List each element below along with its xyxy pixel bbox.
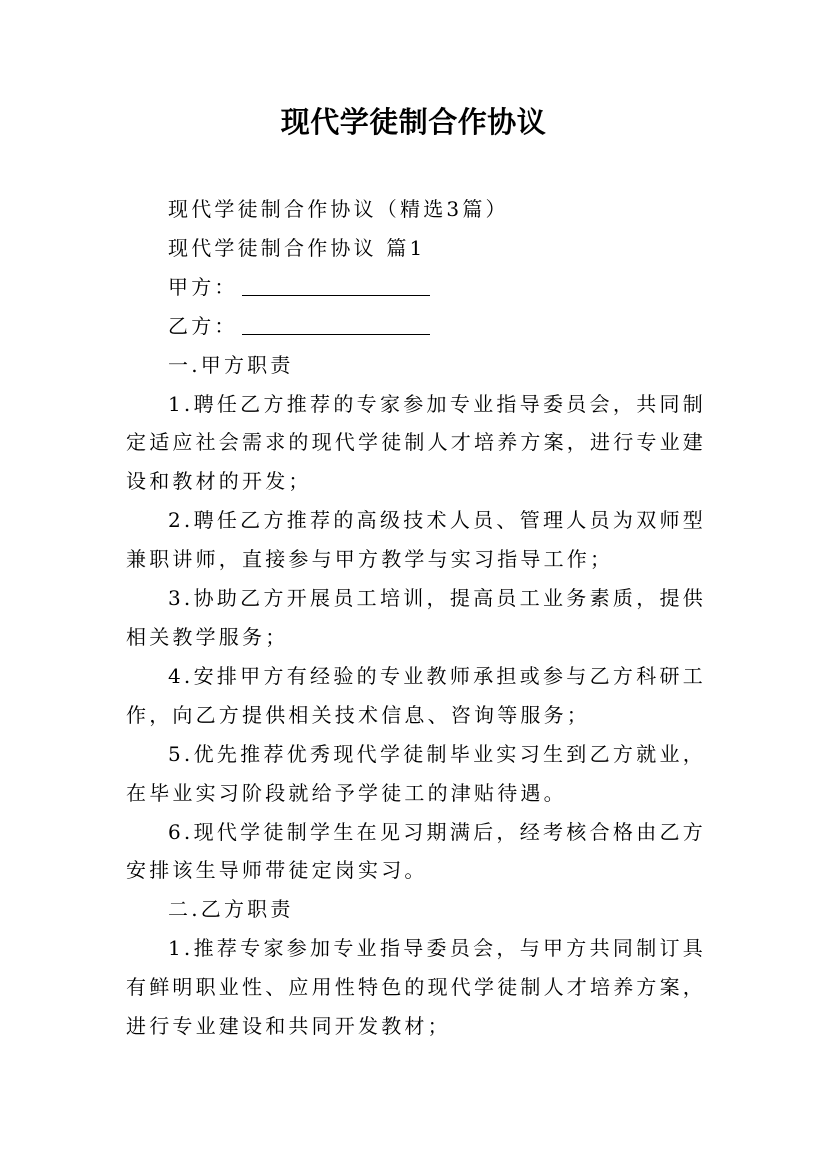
section-heading-party-b-duties: 二.乙方职责 — [168, 897, 294, 922]
party-a-line — [126, 268, 706, 307]
article-subtitle: 现代学徒制合作协议 篇1 — [168, 235, 426, 260]
document-body — [126, 190, 706, 1046]
clause-a-6: 6.现代学徒制学生在见习期满后，经考核合格由乙方安排该生导师带徒定岗实习。 — [126, 819, 706, 883]
document-title: 现代学徒制合作协议 — [280, 105, 547, 139]
party-a-blank — [242, 275, 430, 296]
party-b-label: 乙方： — [168, 313, 238, 338]
clause-a-5: 5.优先推荐优秀现代学徒制毕业实习生到乙方就业，在毕业实习阶段就给予学徒工的津贴待遇。 — [126, 741, 706, 805]
clause-a-4: 4.安排甲方有经验的专业教师承担或参与乙方科研工作，向乙方提供相关技术信息、咨询等服务； — [126, 663, 706, 727]
party-a-label: 甲方： — [168, 274, 238, 299]
party-b-blank — [242, 314, 430, 335]
clause-a-3: 3.协助乙方开展员工培训，提高员工业务素质，提供相关教学服务； — [126, 586, 706, 649]
party-b-line — [126, 307, 706, 346]
clause-b-1: 1.推荐专家参加专业指导委员会，与甲方共同制订具有鲜明职业性、应用性特色的现代学徒制人才培养方案，进行专业建设和共同开发教材； — [126, 936, 706, 1039]
clause-a-1: 1.聘任乙方推荐的专家参加专业指导委员会，共同制定适应社会需求的现代学徒制人才培养方案，进行专业建设和教材的开发； — [126, 391, 706, 494]
collection-subtitle: 现代学徒制合作协议（精选3篇） — [168, 197, 509, 221]
section-heading-party-a-duties: 一.甲方职责 — [168, 352, 294, 377]
clause-a-2: 2.聘任乙方推荐的高级技术人员、管理人员为双师型兼职讲师，直接参与甲方教学与实习指导工作； — [126, 508, 706, 572]
